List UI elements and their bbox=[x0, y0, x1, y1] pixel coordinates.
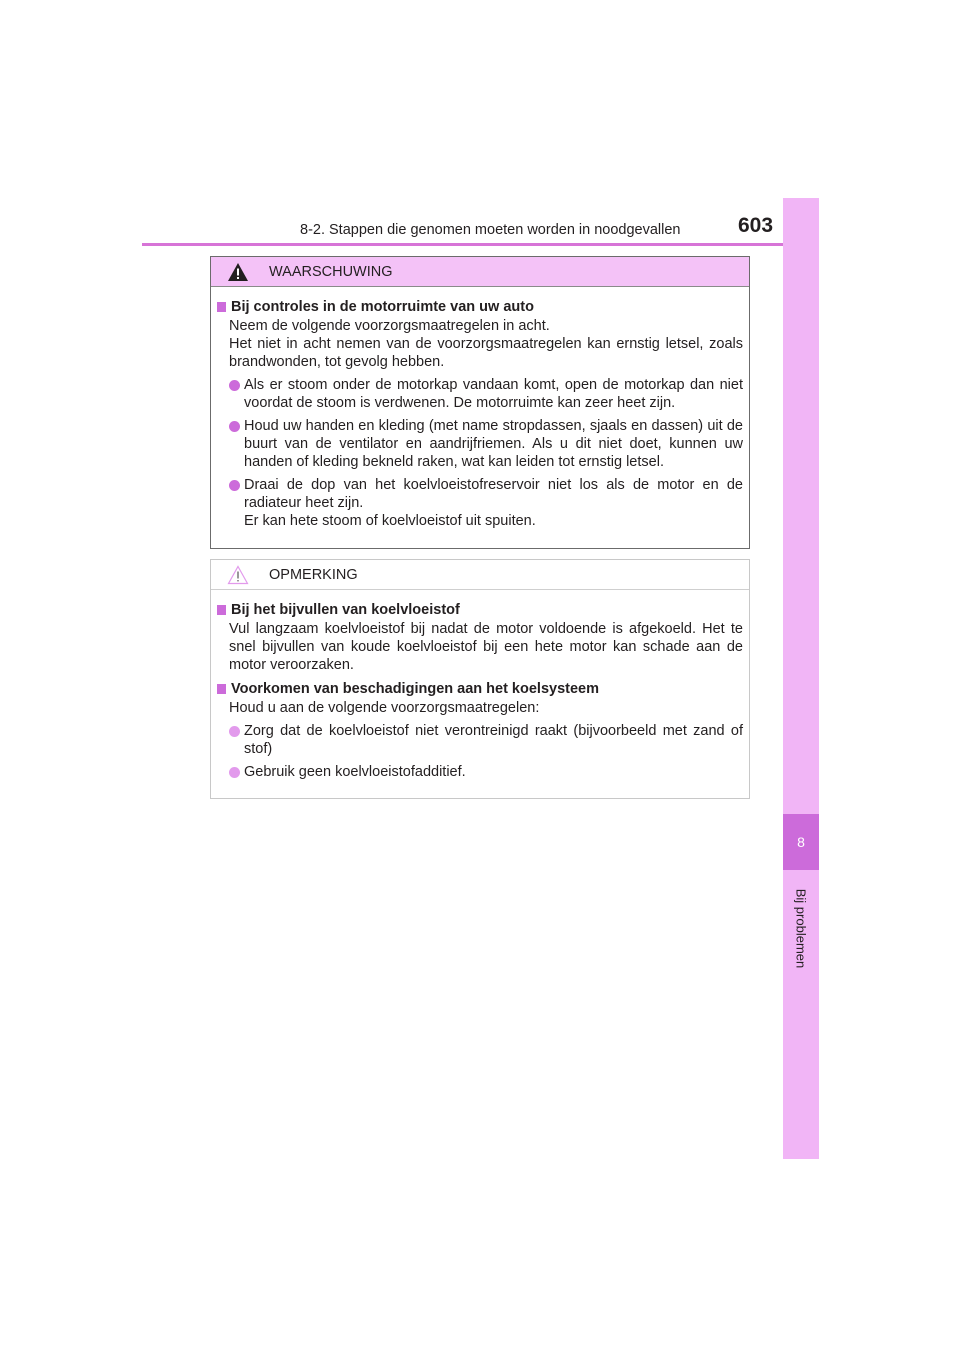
square-bullet-icon bbox=[217, 684, 226, 694]
notice-box bbox=[210, 559, 750, 799]
list-item-text: Gebruik geen koelvloeistofadditief. bbox=[244, 764, 466, 780]
warning-header bbox=[211, 257, 749, 287]
section-heading-text: Bij controles in de motorruimte van uw auto bbox=[231, 299, 534, 315]
page-number: 603 bbox=[738, 214, 774, 237]
intro-text: Neem de volgende voorzorgsmaatregelen in acht. bbox=[229, 318, 550, 334]
list-item bbox=[229, 376, 743, 412]
warning-body bbox=[211, 287, 749, 530]
square-bullet-icon bbox=[217, 302, 226, 312]
bullet-dot-icon bbox=[229, 767, 240, 778]
list-item-text: Zorg dat de koelvloeistof niet verontreinigd raakt (bijvoorbeeld met zand of stof) bbox=[244, 723, 743, 757]
list-item-text-main: Draai de dop van het koelvloeistofreservoir niet los als de motor en de radiateur heet zijn. bbox=[244, 477, 743, 511]
notice-title: OPMERKING bbox=[269, 566, 358, 583]
chapter-side-tab bbox=[783, 198, 819, 1159]
chapter-label-text: Bij problemen bbox=[793, 888, 809, 968]
section-heading bbox=[217, 298, 743, 316]
bullet-dot-icon bbox=[229, 380, 240, 391]
notice-body bbox=[211, 590, 749, 781]
list-item bbox=[229, 417, 743, 471]
warning-triangle-filled-icon bbox=[227, 262, 249, 282]
notice-header bbox=[211, 560, 749, 590]
list-item bbox=[229, 722, 743, 758]
list-item-text bbox=[244, 476, 743, 530]
warning-title: WAARSCHUWING bbox=[269, 263, 393, 280]
section-heading bbox=[217, 680, 743, 698]
chapter-label bbox=[785, 883, 817, 973]
warning-triangle-outline-icon bbox=[227, 565, 249, 585]
header-divider bbox=[142, 243, 819, 246]
warning-box bbox=[210, 256, 750, 549]
list-item-text: Houd uw handen en kleding (met name stropdassen, sjaals en dassen) uit de buurt van de ventilator en aandrijfriemen. Als u dit niet doet, kunnen uw handen of kleding bekneld raken, wat kan leiden tot ernstig letsel. bbox=[244, 418, 743, 470]
section-text: Vul langzaam koelvloeistof bij nadat de motor voldoende is afgekoeld. Het te snel bijvullen van koude koelvloeistof bij een hete motor kan schade aan de motor veroorzaken. bbox=[229, 621, 743, 673]
bullet-dot-icon bbox=[229, 480, 240, 491]
bullet-dot-icon bbox=[229, 726, 240, 737]
intro-text: Het niet in acht nemen van de voorzorgsmaatregelen kan ernstig letsel, zoals brandwonden, tot gevolg hebben. bbox=[229, 336, 743, 370]
section-title: 8-2. Stappen die genomen moeten worden in noodgevallen bbox=[300, 222, 681, 238]
section-text: Houd u aan de volgende voorzorgsmaatregelen: bbox=[229, 700, 540, 716]
chapter-number-tab: 8 bbox=[783, 814, 819, 870]
section-heading-text: Voorkomen van beschadigingen aan het koelsysteem bbox=[231, 681, 599, 697]
list-item bbox=[229, 476, 743, 530]
section-heading-text: Bij het bijvullen van koelvloeistof bbox=[231, 602, 460, 618]
list-item-text: Als er stoom onder de motorkap vandaan komt, open de motorkap dan niet voordat de stoom is verdwenen. De motorruimte kan zeer heet zijn. bbox=[244, 377, 743, 411]
list-item-text-extra: Er kan hete stoom of koelvloeistof uit spuiten. bbox=[244, 513, 536, 529]
bullet-dot-icon bbox=[229, 421, 240, 432]
list-item bbox=[229, 763, 743, 781]
section-heading bbox=[217, 601, 743, 619]
square-bullet-icon bbox=[217, 605, 226, 615]
